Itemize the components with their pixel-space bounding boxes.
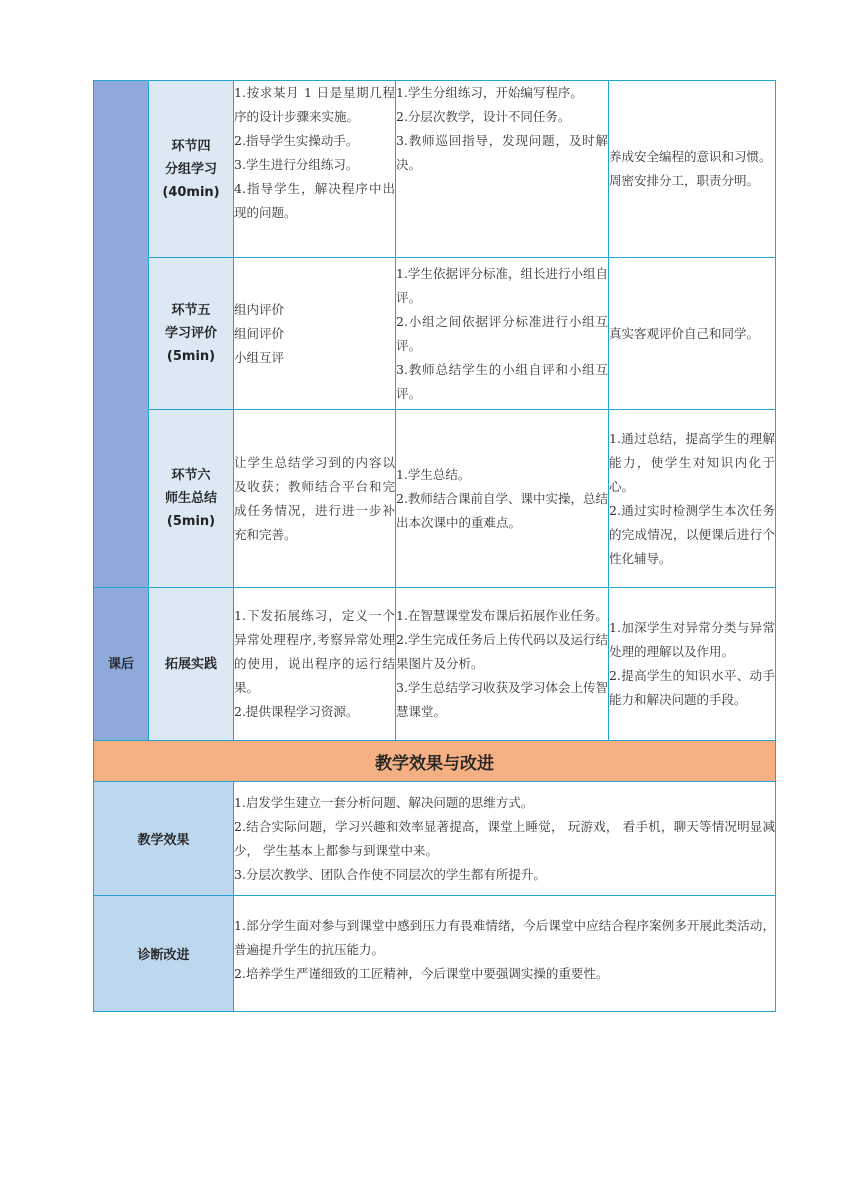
list-item: 1.学生分组练习，开始编写程序。 <box>396 85 583 100</box>
diagnosis-content <box>234 896 776 1012</box>
teacher-activity-cell <box>234 410 396 588</box>
design-intent-cell <box>609 81 776 258</box>
table-row <box>94 81 776 258</box>
section-title: 教学效果与改进 <box>94 741 776 782</box>
list-item: 3.教师总结学生的小组自评和小组互评。 <box>396 361 608 401</box>
stage-name: 环节五 <box>171 303 211 318</box>
student-activity-cell <box>396 410 609 588</box>
table-row <box>94 896 776 1012</box>
stage-name: 环节六 <box>171 468 211 483</box>
student-activity-cell <box>396 588 609 741</box>
list-item: 周密安排分工，职责分明。 <box>609 173 760 188</box>
list-item: 2.通过实时检测学生本次任务的完成情况，以便课后进行个性化辅导。 <box>609 502 775 566</box>
stage-title: 分组学习 <box>164 161 217 177</box>
stage-title: 师生总结 <box>164 491 217 506</box>
phase-cell-in-class <box>94 81 149 588</box>
diagnosis-label: 诊断改进 <box>94 896 234 1012</box>
list-item: 2.学生完成任务后上传代码以及运行结果图片及分析。 <box>396 632 608 671</box>
list-item: 2.指导学生实操动手。 <box>234 133 359 148</box>
table-row <box>94 410 776 588</box>
design-intent-cell <box>609 588 776 741</box>
list-item: 养成安全编程的意识和习惯。 <box>609 149 772 164</box>
list-item: 1.加深学生对异常分类与异常处理的理解以及作用。 <box>609 620 775 659</box>
student-activity-cell <box>396 258 609 410</box>
stage-cell <box>149 81 234 258</box>
list-item: 2.教师结合课前自学、课中实操，总结出本次课中的重难点。 <box>396 490 608 530</box>
list-item: 4.指导学生，解决程序中出现的问题。 <box>234 181 395 220</box>
teacher-activity-cell <box>234 258 396 410</box>
stage-cell <box>149 410 234 588</box>
student-activity-cell <box>396 81 609 258</box>
list-item: 1.学生依据评分标准，组长进行小组自评。 <box>396 265 608 305</box>
list-item: 3.教师巡回指导，发现问题，及时解决。 <box>396 133 608 172</box>
section-header-row <box>94 741 776 782</box>
table-row <box>94 258 776 410</box>
stage-cell: 拓展实践 <box>149 588 234 741</box>
table-row <box>94 588 776 741</box>
design-intent-cell <box>609 410 776 588</box>
list-item: 1.启发学生建立一套分析问题、解决问题的思维方式。 <box>234 794 534 810</box>
list-item: 1.通过总结，提高学生的理解能力，使学生对知识内化于心。 <box>609 430 775 494</box>
list-item: 2.提高学生的知识水平、动手能力和解决问题的手段。 <box>609 668 775 707</box>
stage-name: 环节四 <box>171 138 211 154</box>
list-item: 3.学生进行分组练习。 <box>234 157 359 172</box>
list-item: 真实客观评价自己和同学。 <box>609 325 760 341</box>
list-item: 2.培养学生严谨细致的工匠精神，今后课堂中要强调实操的重要性。 <box>234 966 609 981</box>
list-item: 1.学生总结。 <box>396 466 471 482</box>
effect-label: 教学效果 <box>94 782 234 896</box>
list-item: 2.结合实际问题，学习兴趣和效率显著提高，课堂上睡觉， 玩游戏， 看手机，聊天等情况明显减少， 学生基本上都参与到课堂中来。 <box>234 818 775 858</box>
table-row <box>94 782 776 896</box>
list-item: 1.按求某月 1 日是星期几程序的设计步骤来实施。 <box>234 85 395 124</box>
list-item: 1.下发拓展练习，定义一个异常处理程序,考察异常处理的使用，说出程序的运行结果。 <box>234 608 395 695</box>
effect-content <box>234 782 776 896</box>
list-item: 组间评价 <box>234 325 285 341</box>
teacher-activity-cell <box>234 588 396 741</box>
list-item: 组内评价 <box>234 301 285 317</box>
stage-cell <box>149 258 234 410</box>
list-item: 1.在智慧课堂发布课后拓展作业任务。 <box>396 608 608 623</box>
list-item: 1.部分学生面对参与到课堂中感到压力有畏难情绪，今后课堂中应结合程序案例多开展此类活动，普遍提升学生的抗压能力。 <box>234 918 775 957</box>
list-item: 让学生总结学习到的内容以及收获；教师结合平台和完成任务情况，进行进一步补充和完善。 <box>234 454 395 542</box>
stage-duration: (40min) <box>162 184 220 200</box>
stage-duration: (5min) <box>166 349 216 364</box>
lesson-plan-table <box>93 80 776 1012</box>
list-item: 3.分层次教学、团队合作使不同层次的学生都有所提升。 <box>234 866 546 882</box>
list-item: 小组互评 <box>234 349 285 365</box>
list-item: 2.提供课程学习资源。 <box>234 704 359 719</box>
phase-cell-after-class: 课后 <box>94 588 149 741</box>
teacher-activity-cell <box>234 81 396 258</box>
list-item: 2.分层次教学，设计不同任务。 <box>396 109 571 124</box>
list-item: 3.学生总结学习收获及学习体会上传智慧课堂。 <box>396 680 608 719</box>
stage-title: 学习评价 <box>164 326 217 341</box>
design-intent-cell <box>609 258 776 410</box>
list-item: 2.小组之间依据评分标准进行小组互评。 <box>396 313 608 353</box>
stage-duration: (5min) <box>166 514 216 529</box>
